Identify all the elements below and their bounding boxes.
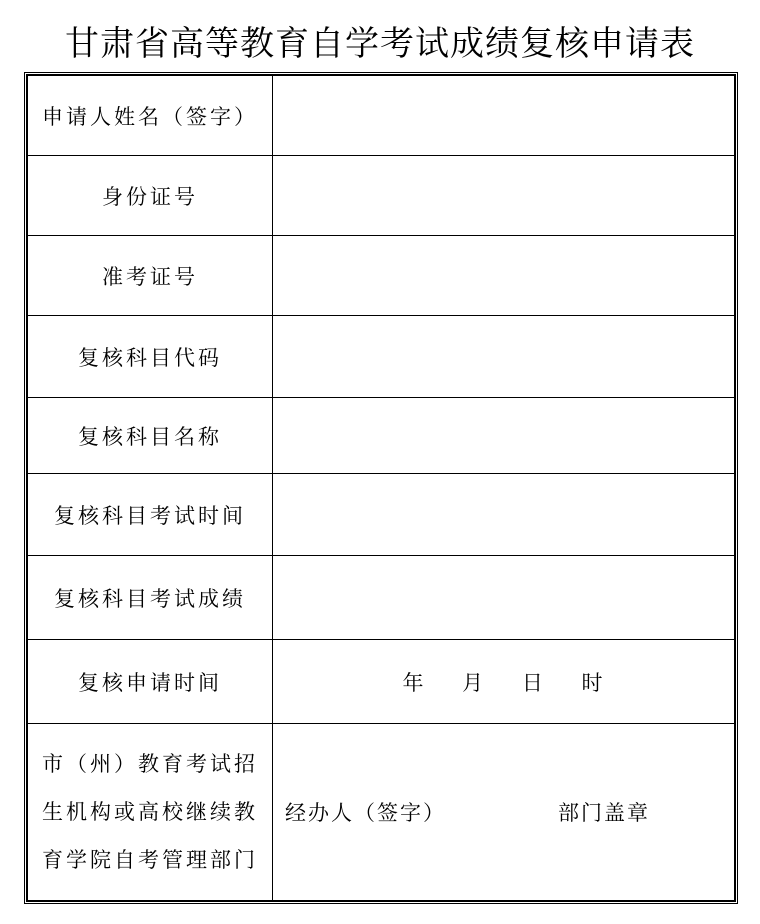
- form-row-exam-score: [28, 556, 735, 640]
- field-office[interactable]: [273, 724, 735, 901]
- form-row-exam-time: [28, 474, 735, 556]
- handler-signature-label: 经办人（签字）: [285, 801, 446, 825]
- day-unit: 日: [521, 670, 545, 695]
- field-exam-ticket[interactable]: [273, 236, 735, 316]
- form-row-subject-name: [28, 398, 735, 474]
- form-row-request-time: [28, 640, 735, 724]
- label-exam-time: 复核科目考试时间: [28, 474, 273, 556]
- label-applicant-name: 申请人姓名（签字）: [28, 76, 273, 156]
- form-row-subject-code: [28, 316, 735, 398]
- office-label-line-1: 市（州）教育考试招: [42, 752, 258, 776]
- label-subject-name: 复核科目名称: [28, 398, 273, 474]
- form-row-exam-ticket: [28, 236, 735, 316]
- year-unit: 年: [402, 670, 426, 695]
- form-row-office: [28, 724, 735, 901]
- label-subject-code: 复核科目代码: [28, 316, 273, 398]
- office-label-line-3: 育学院自考管理部门: [42, 848, 258, 872]
- label-exam-ticket: 准考证号: [28, 236, 273, 316]
- label-id-number: 身份证号: [28, 156, 273, 236]
- form-title: 甘肃省高等教育自学考试成绩复核申请表: [65, 24, 695, 64]
- field-request-time[interactable]: [273, 640, 735, 724]
- field-applicant-name[interactable]: [273, 76, 735, 156]
- office-label-line-2: 生机构或高校继续教: [42, 800, 258, 824]
- form-row-id-number: [28, 156, 735, 236]
- label-office: [28, 724, 273, 901]
- field-exam-score[interactable]: [273, 556, 735, 640]
- hour-unit: 时: [581, 670, 605, 695]
- month-unit: 月: [462, 670, 486, 695]
- office-sign-row: [273, 797, 734, 827]
- date-time-line: [273, 667, 734, 697]
- field-subject-code[interactable]: [273, 316, 735, 398]
- field-subject-name[interactable]: [273, 398, 735, 474]
- department-seal-label: 部门盖章: [558, 801, 650, 825]
- field-id-number[interactable]: [273, 156, 735, 236]
- label-exam-score: 复核科目考试成绩: [28, 556, 273, 640]
- label-request-time: 复核申请时间: [28, 640, 273, 724]
- form-row-applicant-name: [28, 76, 735, 156]
- application-form-table: [27, 75, 735, 901]
- field-exam-time[interactable]: [273, 474, 735, 556]
